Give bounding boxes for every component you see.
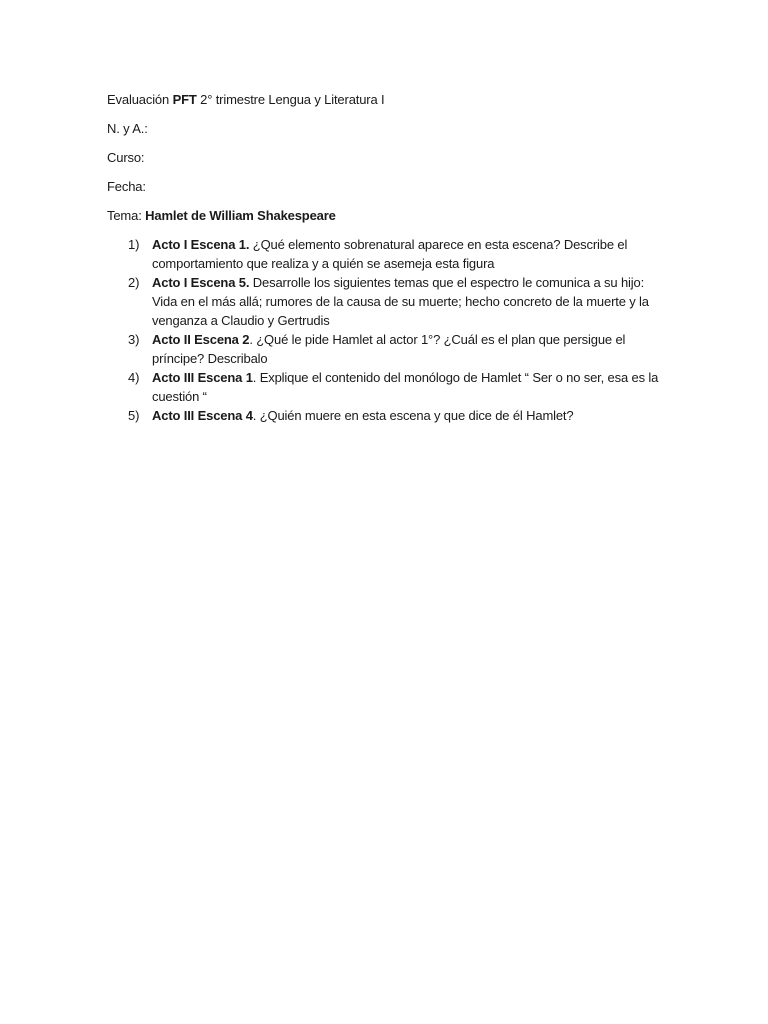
- question-number: 5): [128, 408, 140, 423]
- question-heading: Acto I Escena 1.: [152, 237, 250, 252]
- question-item: [107, 273, 667, 330]
- name-field-label: N. y A.:: [107, 121, 148, 136]
- question-heading: Acto III Escena 1: [152, 370, 253, 385]
- question-item: [107, 235, 667, 273]
- evaluation-title: [107, 90, 667, 109]
- question-item: [107, 406, 667, 425]
- question-text: . ¿Qué le pide Hamlet al actor 1°? ¿Cuál es el plan que persigue el príncipe? Describalo: [152, 332, 626, 366]
- title-suffix: 2° trimestre Lengua y Literatura I: [196, 92, 385, 107]
- question-text: . Explique el contenido del monólogo de Hamlet “ Ser o no ser, esa es la cuestión “: [152, 370, 659, 404]
- question-list: [107, 235, 667, 425]
- question-text: . ¿Quién muere en esta escena y que dice de él Hamlet?: [252, 408, 574, 423]
- question-item: [107, 330, 667, 368]
- question-number: 3): [128, 332, 140, 347]
- course-field-label: Curso:: [107, 150, 145, 165]
- question-number: 4): [128, 370, 140, 385]
- question-number: 1): [128, 237, 140, 252]
- question-number: 2): [128, 275, 140, 290]
- date-field-label: Fecha:: [107, 179, 146, 194]
- question-heading: Acto II Escena 2: [152, 332, 250, 347]
- topic-value: Hamlet de William Shakespeare: [145, 208, 336, 223]
- question-item: [107, 368, 667, 406]
- title-bold: PFT: [172, 92, 197, 107]
- title-prefix: Evaluación: [107, 92, 173, 107]
- topic-line: [107, 206, 667, 225]
- question-heading: Acto III Escena 4: [152, 408, 253, 423]
- question-text: Desarrolle los siguientes temas que el espectro le comunica a su hijo: Vida en el más allá; rumores de la causa de su muerte; hecho concreto de la muerte y la venganza a Claudio y Gertrudis: [152, 275, 649, 328]
- document-page: [107, 90, 667, 425]
- topic-label: Tema:: [107, 208, 146, 223]
- question-text: ¿Qué elemento sobrenatural aparece en esta escena? Describe el comportamiento que realiza y a quién se asemeja esta figura: [152, 237, 628, 271]
- question-heading: Acto I Escena 5.: [152, 275, 250, 290]
